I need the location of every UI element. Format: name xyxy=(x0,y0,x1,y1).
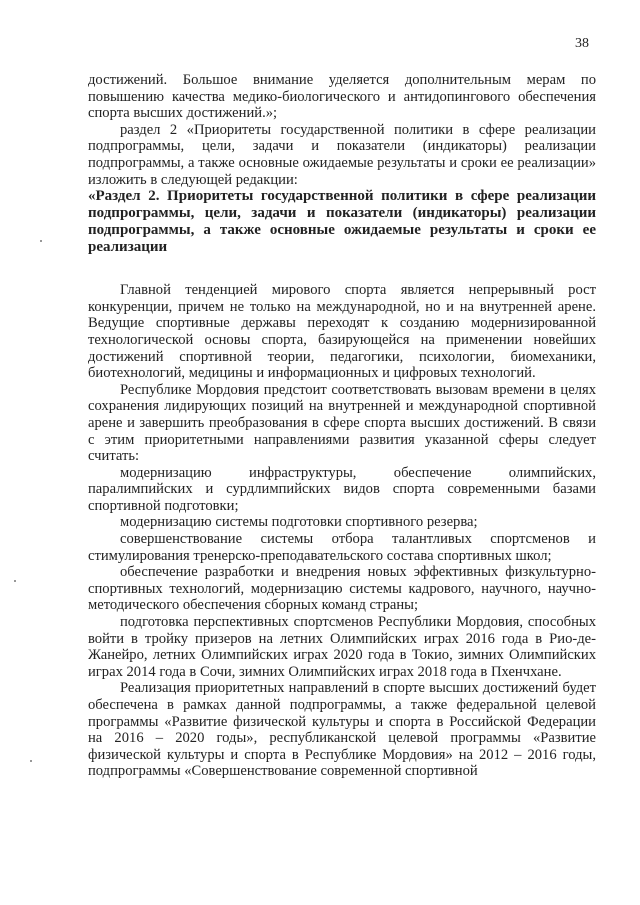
spacer xyxy=(88,256,596,282)
list-item: подготовка перспективных спортсменов Республики Мордовия, способных войти в тройку призеров на летних Олимпийских играх 2016 года в Рио-де-Жанейро, летних Олимпийских играх 2020 года в Токио, зимних Олимпийских играх 2014 года в Сочи, зимних Олимпийских играх 2018 года в Пхенчхане. xyxy=(88,614,596,680)
paragraph: Главной тенденцией мирового спорта является непрерывный рост конкуренции, причем не только на международной, но и на внутренней арене. Ведущие спортивные державы переходят к созданию модернизированной технологической основы спорта, базирующейся на применении новейших достижений спортивной теории, педагогики, психологии, биомеханики, биотехнологий, медицины и информационных и цифровых технологий. xyxy=(88,282,596,382)
paragraph: достижений. Большое внимание уделяется дополнительным мерам по повышению качества медико-биологического и антидопингового обеспечения спорта высших достижений.»; xyxy=(88,72,596,122)
list-item: обеспечение разработки и внедрения новых эффективных физкультурно-спортивных технологий, модернизацию системы кадрового, научного, научно-методического обеспечения сборных команд страны; xyxy=(88,564,596,614)
page-number: 38 xyxy=(575,36,589,51)
scan-speck xyxy=(14,580,16,582)
scan-speck xyxy=(30,760,32,762)
scan-speck xyxy=(40,240,42,242)
list-item: модернизацию инфраструктуры, обеспечение олимпийских, паралимпийских и сурдлимпийских видов спорта современными базами спортивной подготовки; xyxy=(88,464,596,514)
paragraph: Реализация приоритетных направлений в спорте высших достижений будет обеспечена в рамках данной подпрограммы, а также федеральной целевой программы «Развитие физической культуры и спорта в Российской Федерации на 2016 – 2020 годы», республиканской целевой программы «Развитие физической культуры и спорта в Республике Мордовия» на 2012 – 2016 годы, подпрограммы «Совершенствование современной спортивной xyxy=(88,680,596,780)
list-item: совершенствование системы отбора талантливых спортсменов и стимулирования тренерско-преподавательского состава спортивных школ; xyxy=(88,531,596,564)
paragraph: раздел 2 «Приоритеты государственной политики в сфере реализации подпрограммы, цели, задачи и показатели (индикаторы) реализации подпрограммы, а также основные ожидаемые результаты и сроки ее реализации» изложить в следующей редакции: xyxy=(88,121,596,188)
paragraph: Республике Мордовия предстоит соответствовать вызовам времени в целях сохранения лидирующих позиций на внутренней и международной спортивной арене и завершить преобразования в сфере спорта высших достижений. В связи с этим приоритетными направлениями развития указанной сферы следует считать: xyxy=(88,381,596,465)
section-heading: «Раздел 2. Приоритеты государственной политики в сфере реализации подпрограммы, цели, задачи и показатели (индикаторы) реализации подпрограммы, а также основные ожидаемые результаты и сроки ее реализации xyxy=(88,188,596,256)
list-item: модернизацию системы подготовки спортивного резерва; xyxy=(120,514,478,531)
document-body xyxy=(88,72,596,780)
